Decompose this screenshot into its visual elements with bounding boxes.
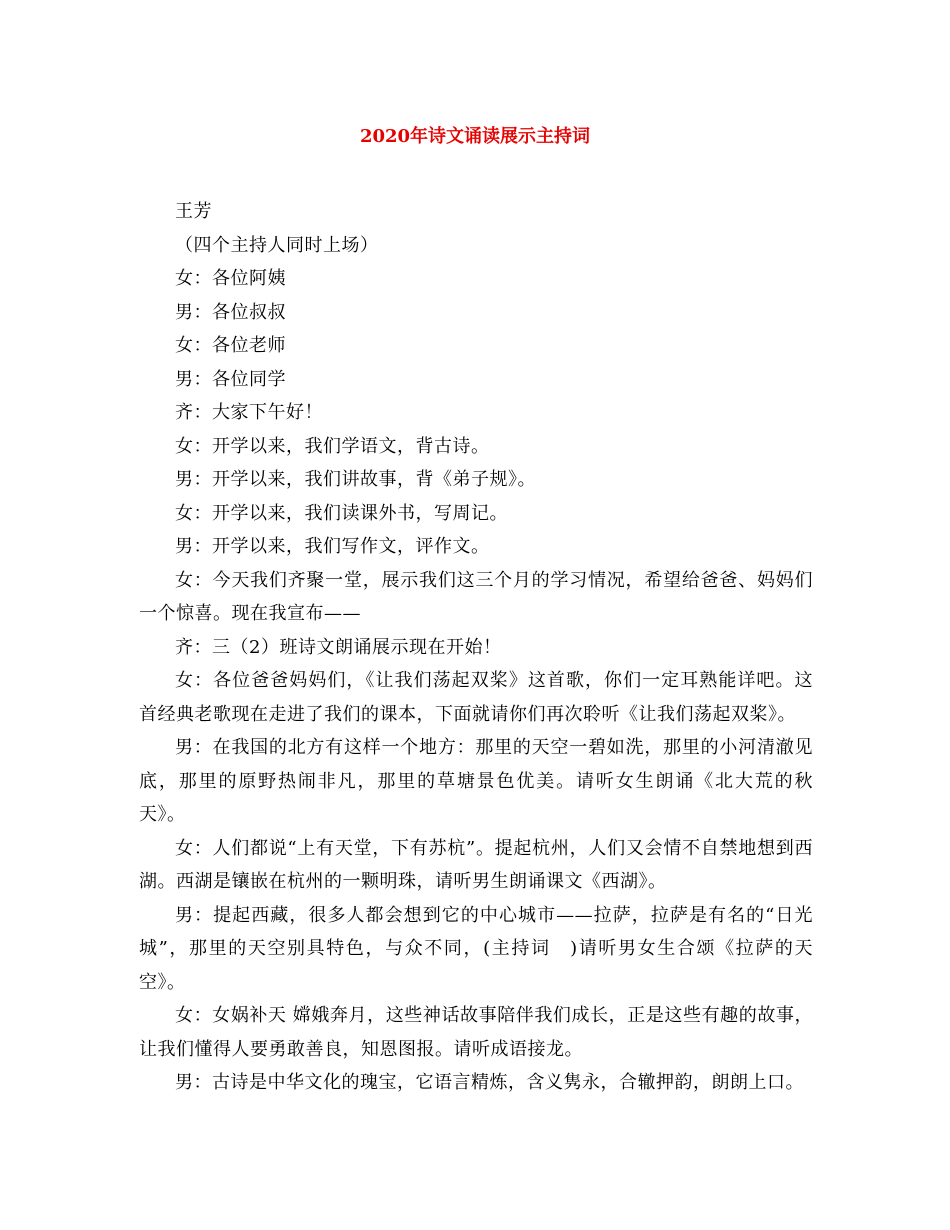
script-line: 女：开学以来，我们学语文，背古诗。: [175, 435, 490, 457]
script-line: 女：各位爸爸妈妈们，《让我们荡起双桨》这首歌，你们一定耳熟能详吧。这首经典老歌现在走进了我们的课本，下面就请你们再次聆听《让我们荡起双桨》。: [139, 670, 813, 725]
script-line: 女：女娲补天 嫦娥奔月，这些神话故事陪伴我们成长，正是这些有趣的故事，让我们懂得人要勇敢善良，知恩图报。请听成语接龙。: [139, 1005, 813, 1060]
script-line: 齐：三（2）班诗文朗诵展示现在开始！: [175, 636, 502, 658]
document-body: [139, 195, 813, 1100]
script-line: 男：开学以来，我们写作文，评作文。: [175, 536, 490, 557]
script-line: 女：人们都说“上有天堂，下有苏杭”。提起杭州，人们又会情不自禁地想到西湖。西湖是镶嵌在杭州的一颗明珠，请听男生朗诵课文《西湖》。: [139, 837, 813, 892]
script-line: 女：各位老师: [175, 335, 286, 356]
script-line: 男：各位同学: [175, 368, 286, 390]
author-line: 王芳: [175, 201, 212, 222]
script-line: 男：各位叔叔: [175, 301, 286, 323]
script-line: 齐：大家下午好！: [175, 402, 323, 423]
script-line: 女：今天我们齐聚一堂，展示我们这三个月的学习情况，希望给爸爸、妈妈们一个惊喜。现在我宣布——: [139, 569, 813, 624]
script-line: 男：开学以来，我们讲故事，背《弟子规》。: [175, 469, 536, 490]
script-line: 女：开学以来，我们读课外书，写周记。: [175, 502, 508, 524]
document-title: 2020年诗文诵读展示主持词: [359, 126, 591, 147]
script-line: 女：各位阿姨: [175, 268, 286, 289]
script-line: 男：古诗是中华文化的瑰宝，它语言精炼，含义隽永，合辙押韵，朗朗上口。: [175, 1072, 804, 1093]
script-line: 男：提起西藏，很多人都会想到它的中心城市——拉萨，拉萨是有名的“日光城”，那里的天空别具特色，与众不同，(主持词 )请听男女生合颂《拉萨的天空》。: [139, 904, 813, 993]
stage-direction: （四个主持人同时上场）: [175, 234, 379, 256]
script-line: 男：在我国的北方有这样一个地方：那里的天空一碧如洗，那里的小河清澈见底，那里的原野热闹非凡，那里的草塘景色优美。请听女生朗诵《北大荒的秋天》。: [139, 737, 813, 825]
